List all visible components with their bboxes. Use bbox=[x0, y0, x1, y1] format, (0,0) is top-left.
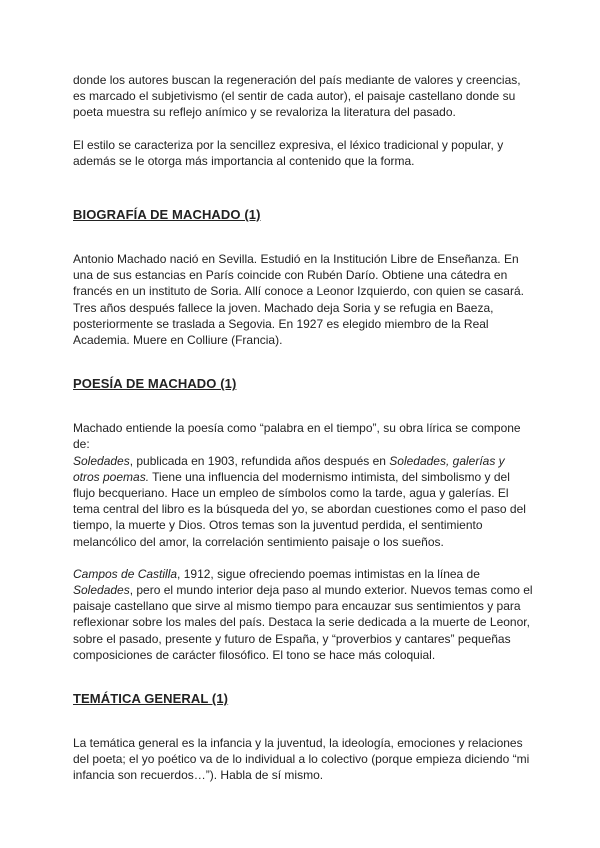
intro-paragraph-1: donde los autores buscan la regeneración del país mediante de valores y creencias, es marcado el subjetivismo (el sentir de cada autor), el paisaje castellano donde su poeta muestra su reflejo anímico y se revaloriza la literatura del pasado. bbox=[73, 73, 521, 120]
soledades-title: Soledades bbox=[73, 453, 130, 468]
intro-paragraph-2: El estilo se caracteriza por la sencillez expresiva, el léxico tradicional y popular, y además se le otorga más importancia al contenido que la forma. bbox=[73, 137, 504, 168]
document-body bbox=[73, 72, 533, 784]
poesia-heading: POESÍA DE MACHADO (1) bbox=[73, 376, 237, 392]
poesia-intro bbox=[73, 420, 533, 550]
poesia-intro-text: Machado entiende la poesía como “palabra en el tiempo”, su obra lírica se compone de: bbox=[73, 421, 521, 452]
soledades-text-b: Tiene una influencia del modernismo intimista, del simbolismo y del flujo becqueriano. Hace un empleo de símbolos como la tarde, agua y galerías. El tema central del libro es la búsqueda del yo, se abordan cuestiones como el paso del tiempo, la muerte y Dios. Otros temas son la juventud perdida, el sentimiento melancólico del amor, la correlación sentimiento paisaje o los sueños. bbox=[73, 469, 526, 549]
soledades-text-a: , publicada en 1903, refundida años después en bbox=[129, 453, 390, 468]
campos-text-a: , 1912, sigue ofreciendo poemas intimistas en la línea de bbox=[177, 566, 480, 581]
campos-title-2: Soledades bbox=[73, 583, 130, 598]
campos-text-b: , pero el mundo interior deja paso al mundo exterior. Nuevos temas como el paisaje castellano que sirve al mismo tiempo para encauzar sus sentimientos y para reflexionar sobre los males del país. Destaca la serie dedicada a la muerte de Leonor, sobre el pasado, presente y futuro de España, y “proverbios y cantares” pequeñas composiciones de carácter filosófico. El tono se hace más coloquial. bbox=[73, 583, 533, 662]
tematica-paragraph: La temática general es la infancia y la juventud, la ideología, emociones y relaciones del poeta; el yo poético va de lo individual a lo colectivo (porque empieza diciendo “mi infancia son recuerdos…”). Habla de sí mismo. bbox=[73, 736, 530, 783]
campos-paragraph bbox=[73, 566, 533, 663]
biografia-paragraph: Antonio Machado nació en Sevilla. Estudió en la Institución Libre de Enseñanza. En una de sus estancias en París coincide con Rubén Darío. Obtiene una cátedra en francés en un instituto de Soria. Allí conoce a Leonor Izquierdo, con quien se casará. Tres años después fallece la joven. Machado deja Soria y se refugia en Baeza, posteriormente se traslada a Segovia. En 1927 es elegido miembro de la Real Academia. Muere en Colliure (Francia). bbox=[73, 252, 524, 348]
tematica-heading: TEMÁTICA GENERAL (1) bbox=[73, 691, 229, 707]
campos-title: Campos de Castilla bbox=[73, 566, 178, 581]
soledades-title-2: Soledades, galerías y otros poemas. bbox=[73, 453, 505, 484]
biografia-heading: BIOGRAFÍA DE MACHADO (1) bbox=[73, 207, 261, 223]
